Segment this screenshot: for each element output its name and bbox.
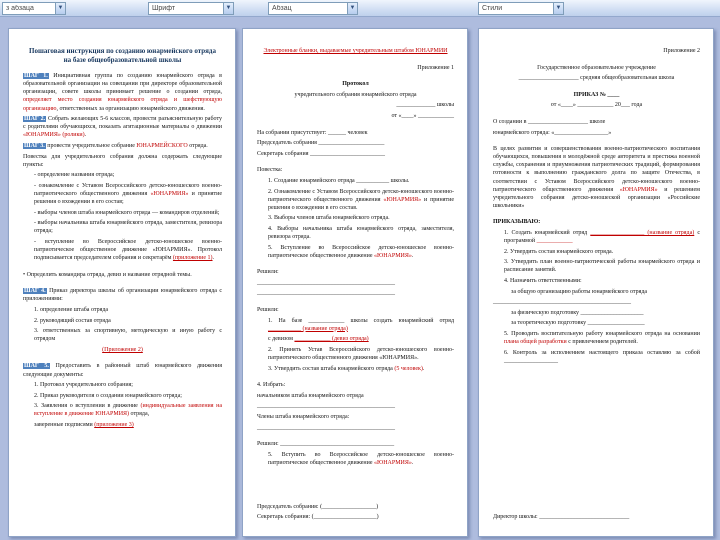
- text-run: 3. Утвердить план военно-патриотической работы юнармейского отряда и расписание занятий.: [504, 259, 700, 274]
- text-block: [257, 317, 454, 333]
- text-run: «ЮНАРМИЯ» (ролики): [23, 132, 85, 139]
- text-block: [257, 306, 454, 314]
- text-run: 5. Проводить воспитательную работу юнармейского отряда на основании: [504, 330, 700, 337]
- text-block: [257, 268, 454, 276]
- text-run: за теоретическую подготовку ___________________: [511, 320, 645, 327]
- text-run: 2. Принять Устав Всероссийского детско-юношеского военно-патриотического общественного движения «ЮНАРМИЯ».: [268, 346, 454, 362]
- text-run: 4. Назначить ответственными:: [504, 277, 582, 284]
- text-run: определяет место создания юнармейского отряда и шефствующую организацию: [23, 97, 222, 112]
- text-block: [493, 513, 700, 521]
- text-run: .: [212, 255, 215, 262]
- text-run: ______________________________________________: [257, 424, 395, 431]
- text-run: .: [422, 365, 425, 372]
- text-run: 2. Утвердить состав юнармейского отряда.: [504, 248, 614, 255]
- text-run: - выборы начальника штаба юнармейского отряда, заместителя, ревизора отряда;: [34, 220, 222, 235]
- text-run: 1. Создание юнармейского отряда ___________ школы.: [268, 177, 410, 184]
- text-run: ШАГ 5.: [24, 363, 49, 370]
- text-run: и решением учредительного собрания детско-юношеской организации «Российские школьники»: [493, 186, 700, 209]
- text-block: [257, 139, 454, 147]
- text-block: [257, 91, 454, 99]
- text-block: [23, 238, 222, 262]
- text-run: - определение названия отряда;: [34, 172, 115, 179]
- text-block: [257, 513, 454, 521]
- text-run: Инициативная группа по созданию юнармейского отряда в образовательной организации на совещании при директоре образовательной организации, совете школы принимает решение о создании отряда,: [23, 73, 223, 96]
- text-run: от «____» ____________: [391, 112, 454, 119]
- text-block: [257, 402, 454, 410]
- text-block: [23, 142, 222, 150]
- formatting-toolbar: [0, 0, 720, 17]
- text-run: (индивидуальные заявления на вступление в движение ЮНАРМИЯ): [34, 403, 222, 418]
- text-run: .: [411, 252, 414, 259]
- text-block: [23, 317, 222, 325]
- text-run: «ЮНАРМИЯ»: [150, 190, 189, 197]
- text-run: .: [411, 459, 414, 466]
- text-run: Решили: ______________________________________: [257, 441, 395, 448]
- text-run: за физическую подготовку _____________________: [511, 309, 644, 316]
- chevron-down-icon[interactable]: ▼: [55, 3, 65, 14]
- paragraph-combo[interactable]: [268, 2, 358, 15]
- text-run: - вступление во Всероссийское детско-юношеское военно-патриотическое общественное движение «ЮНАРМИЯ». Протокол подписывается председателем собрания и секретарём: [34, 238, 222, 262]
- text-run: Приказ директора школы об организации юнармейского отряда с приложениями:: [23, 288, 222, 303]
- text-run: • Определить командира отряда, девиз и название отрядной темы.: [23, 271, 192, 278]
- page-1: [8, 28, 236, 537]
- text-run: 5. Вступление во Всероссийское детско-юношеское военно-патриотическое общественное движение: [268, 244, 454, 259]
- text-block: [23, 171, 222, 179]
- text-run: ПРИКАЗ № ____: [573, 91, 620, 98]
- text-block: [257, 244, 454, 260]
- text-block: [493, 309, 700, 317]
- text-block: [23, 421, 222, 429]
- text-run: (Приложение 2): [102, 346, 143, 353]
- text-block: [493, 64, 700, 72]
- text-block: [257, 150, 454, 158]
- text-run: Собрать желающих 5-6 классов, провести разъяснительную работу с родителями обучающихся, показать агитационные материалы о движении: [23, 116, 222, 131]
- text-run: _____________ школы: [396, 102, 454, 109]
- text-block: [493, 330, 700, 346]
- text-run: Председатель собрания ______________________: [257, 140, 385, 147]
- text-run: отряда.: [187, 142, 208, 149]
- text-run: Директор школы: ______________________________: [493, 514, 630, 521]
- page-3-content: [479, 29, 713, 536]
- text-block: [257, 440, 454, 448]
- text-block: [23, 381, 222, 389]
- text-run: ШАГ 3.: [24, 142, 45, 149]
- text-run: (приложение 1): [172, 255, 213, 262]
- text-block: [493, 229, 700, 245]
- text-run: , ответственных за организацию юнармейского движения.: [56, 105, 205, 112]
- text-block: [257, 381, 454, 389]
- text-run: ______________________________________________: [493, 299, 631, 306]
- text-run: ШАГ 1.: [24, 73, 48, 80]
- text-run: 5. Вступить во Всероссийское детско-юношеское военно-патриотическое общественное движение: [268, 451, 454, 466]
- text-block: [23, 402, 222, 418]
- page-2-content: [243, 29, 467, 536]
- text-block: [257, 365, 454, 373]
- text-run: «ЮНАРМИЯ»: [383, 196, 422, 203]
- text-run: заверенные подписями: [34, 421, 95, 428]
- text-run: Члены штаба юнармейского отряда:: [257, 414, 350, 420]
- text-run: Государственное образовательное учреждение: [537, 64, 656, 71]
- text-run: ____________ (девиз отряда): [294, 336, 369, 343]
- text-block: [493, 129, 700, 137]
- text-run: 4. Выборы начальника штаба юнармейского отряда, заместителя, ревизора отряда.: [268, 225, 454, 240]
- text-block: [493, 118, 700, 126]
- text-block: [257, 214, 454, 222]
- text-run: ЮНАРМЕЙСКОГО: [136, 142, 188, 149]
- text-run: с программой: [504, 230, 700, 245]
- text-run: Председатель собрания: (__________________): [257, 503, 379, 510]
- text-run: Решили:: [257, 269, 279, 276]
- text-run: 3. ответственных за спортивную, методическую и иную работу с отрядом: [34, 328, 222, 343]
- text-block: [257, 129, 454, 137]
- text-run: Решили:: [257, 307, 279, 314]
- text-block: [23, 209, 222, 217]
- text-block: [257, 166, 454, 174]
- text-run: Повестка для учредительного собрания должна содержать следующие пункты:: [23, 153, 222, 168]
- text-run: ___________ (название отряда): [268, 325, 348, 332]
- text-block: [257, 451, 454, 467]
- chevron-down-icon[interactable]: ▼: [347, 3, 357, 14]
- text-run: Приложение 1: [417, 64, 454, 71]
- text-run: 6. Контроль за исполнением настоящего приказа оставляю за собой __________________: [504, 349, 700, 364]
- text-block: [23, 306, 222, 314]
- text-run: ______________________________________________: [257, 403, 395, 410]
- text-run: отряда,: [129, 411, 150, 418]
- text-block: [257, 279, 454, 287]
- text-block: [257, 392, 454, 400]
- text-run: На собрании присутствует: ______ человек: [257, 129, 368, 136]
- page-1-content: [9, 29, 235, 536]
- page-2: [242, 28, 468, 537]
- text-run: Приложение 2: [663, 48, 700, 54]
- text-block: [493, 319, 700, 327]
- text-block: [29, 47, 216, 65]
- text-run: «ЮНАРМИЯ»: [619, 186, 658, 193]
- text-run: 2. Ознакомление с Уставом Всероссийского детско-юношеского военно-патриотического общественного движения: [268, 188, 454, 203]
- text-run: Протокол: [342, 81, 369, 88]
- page-3: [478, 28, 714, 537]
- text-run: «ЮНАРМИЯ»: [374, 252, 412, 259]
- text-run: Электронные бланки, выдаваемые учредительным штабом ЮНАРМИИ: [263, 48, 448, 54]
- paragraph-style-combo-label: з абзаца: [6, 5, 34, 12]
- text-run: - ознакомление с Уставом Всероссийского детско-юношеского военно-патриотического общественного движения: [34, 182, 222, 197]
- chevron-down-icon[interactable]: ▼: [223, 3, 233, 14]
- text-run: за общую организацию работы юнармейского отряда: [511, 288, 648, 295]
- text-run: ______________________________________________: [257, 279, 395, 286]
- text-run: ______________________________________________: [257, 290, 395, 297]
- styles-combo-label: Стили: [482, 5, 503, 12]
- text-block: [257, 112, 454, 120]
- text-run: и принятие решения о вхождении в его состав;: [34, 190, 222, 205]
- text-run: .: [84, 132, 87, 139]
- text-block: [493, 258, 700, 274]
- text-block: [257, 346, 454, 362]
- text-run: 1. определение штаба отряда: [34, 306, 109, 313]
- text-block: [23, 271, 222, 279]
- text-run: В целях развития и совершенствования военно-патриотического воспитания обучающихся, повышения в молодёжной среде авторитета и престижа военной службы, сохранения и приумножения патриотических традиций, формирования готовности к выполнению гражданского долга по защите Отечества, в соответствии с Уставом Всероссийского детско-юношеского военно-патриотического общественного движения: [493, 146, 700, 193]
- text-block: [257, 80, 454, 88]
- text-block: [23, 392, 222, 400]
- text-run: «ЮНАРМИЯ»: [374, 459, 412, 466]
- text-block: [23, 219, 222, 235]
- text-run: 3. Выборы членов штаба юнармейского отряда.: [268, 215, 390, 222]
- text-block: [23, 182, 222, 206]
- text-run: с девизом: [268, 336, 295, 343]
- text-run: __________________ (название отряда): [590, 230, 695, 236]
- text-run: ПРИКАЗЫВАЮ:: [493, 219, 541, 226]
- text-block: [257, 335, 454, 343]
- text-block: [257, 177, 454, 185]
- text-run: Предоставить в районный штаб юнармейского движения следующие документы:: [23, 363, 222, 378]
- styles-combo[interactable]: [478, 2, 564, 15]
- text-run: и принятие решения о вхождении в его состав.: [268, 196, 454, 211]
- text-block: [257, 64, 454, 72]
- text-run: 2. руководящий состав отряда: [34, 317, 111, 324]
- text-run: Повестка:: [257, 167, 283, 174]
- text-run: 1. На базе ____________ школы создать юнармейский отряд: [268, 317, 454, 324]
- font-combo[interactable]: [148, 2, 234, 15]
- text-block: [257, 424, 454, 432]
- text-block: [493, 218, 700, 226]
- text-run: 3. Заявления о вступлении в движение: [34, 403, 141, 410]
- text-block: [493, 91, 700, 99]
- text-block: [493, 298, 700, 306]
- text-block: [493, 288, 700, 296]
- text-run: учредительного собрания юнармейского отряда: [294, 91, 417, 98]
- text-run: ШАГ 4.: [24, 288, 46, 295]
- paragraph-style-combo[interactable]: [2, 2, 66, 15]
- text-run: плана общей разработки: [504, 339, 567, 346]
- text-run: Пошаговая инструкция по созданию юнармейского отряда на базе общеобразовательной школы: [29, 47, 216, 65]
- text-block: [23, 346, 222, 354]
- text-block: [257, 47, 454, 55]
- text-block: [257, 225, 454, 241]
- text-block: [493, 47, 700, 55]
- paragraph-combo-label: Абзац: [272, 5, 292, 12]
- text-block: [23, 287, 222, 303]
- text-block: [23, 115, 222, 139]
- text-run: ____________: [536, 238, 573, 245]
- text-block: [257, 188, 454, 212]
- text-block: [493, 74, 700, 82]
- text-block: [493, 101, 700, 109]
- text-run: начальником штаба юнармейского отряда: [257, 392, 364, 399]
- text-block: [257, 503, 454, 511]
- text-run: юнармейского отряда: «__________________»: [493, 129, 612, 136]
- text-run: 1. Протокол учредительного собрания;: [34, 382, 133, 389]
- text-block: [257, 101, 454, 109]
- text-run: Секретарь собрания _________________________: [257, 150, 385, 157]
- text-block: [23, 153, 222, 169]
- text-run: 2. Приказ руководителя о создании юнармейского отряда;: [34, 392, 182, 399]
- text-run: - выборы членов штаба юнармейского отряда — командиров отделений;: [34, 209, 220, 216]
- font-combo-label: Шрифт: [152, 5, 176, 12]
- text-run: провести учредительное собрание: [45, 142, 137, 149]
- text-block: [493, 349, 700, 365]
- text-run: (приложение 3): [94, 421, 134, 428]
- text-block: [257, 413, 454, 421]
- text-run: 4. Избрать:: [257, 382, 286, 389]
- text-run: с привлечением родителей.: [566, 339, 638, 346]
- text-run: 3. Утвердить состав штаба юнармейского отряда: [268, 365, 395, 372]
- text-run: ____________________ средняя общеобразовательная школа: [518, 75, 675, 82]
- text-block: [23, 72, 222, 112]
- text-block: [493, 248, 700, 256]
- text-block: [493, 277, 700, 285]
- chevron-down-icon[interactable]: ▼: [553, 3, 563, 14]
- text-run: (5 человек): [394, 365, 423, 372]
- text-run: 1. Создать юнармейский отряд: [504, 230, 591, 236]
- text-block: [257, 289, 454, 297]
- text-run: О создании в ____________________ школе: [493, 118, 606, 125]
- text-run: Секретарь собрания: (_____________________): [257, 514, 379, 521]
- text-block: [23, 327, 222, 343]
- text-block: [493, 145, 700, 210]
- text-run: ШАГ 2.: [24, 116, 46, 123]
- text-block: [23, 362, 222, 378]
- text-run: от «____» ____________ 20___ года: [550, 102, 643, 109]
